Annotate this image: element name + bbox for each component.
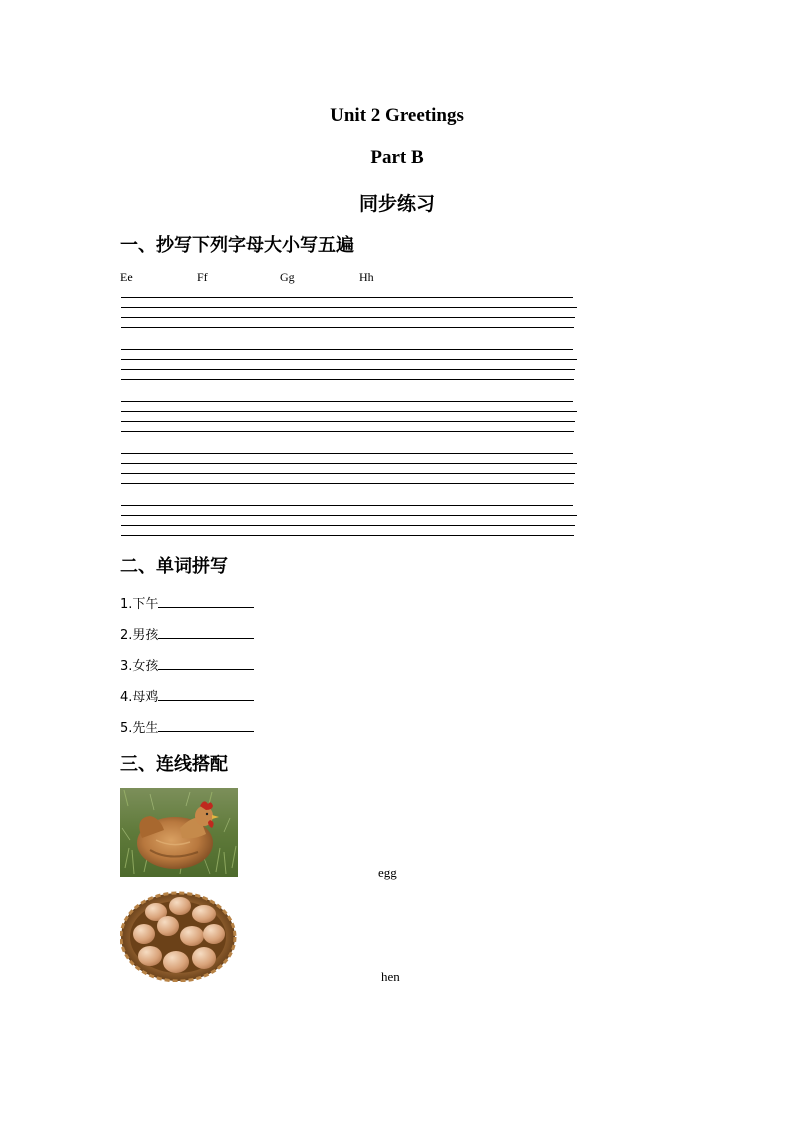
spelling-item-2 xyxy=(120,624,254,643)
eggs-basket-image[interactable] xyxy=(120,890,238,982)
letter-pair: Ee xyxy=(120,270,133,284)
letter-pair: Ff xyxy=(197,270,208,284)
spelling-prompt: 2.男孩 xyxy=(120,628,159,643)
spelling-prompt: 3.女孩 xyxy=(120,659,159,674)
answer-blank[interactable] xyxy=(158,718,254,732)
answer-blank[interactable] xyxy=(158,687,254,701)
spelling-prompt: 1.下午 xyxy=(120,597,159,612)
answer-blank[interactable] xyxy=(158,656,254,670)
spelling-prompt: 4.母鸡 xyxy=(120,690,159,705)
letter-pair: Gg xyxy=(280,270,295,284)
hen-image[interactable] xyxy=(120,788,238,877)
spelling-prompt: 5.先生 xyxy=(120,721,159,736)
page-title: Unit 2 Greetings xyxy=(330,105,464,126)
match-word-egg[interactable]: egg xyxy=(378,865,397,880)
section1-heading: 一、抄写下列字母大小写五遍 xyxy=(120,235,354,256)
section3-heading: 三、连线搭配 xyxy=(120,754,228,775)
subtitle: 同步练习 xyxy=(358,193,435,215)
letter-pair: Hh xyxy=(359,270,374,284)
spelling-item-5 xyxy=(120,717,254,736)
match-word-hen[interactable]: hen xyxy=(381,969,400,984)
letter-row xyxy=(0,270,794,286)
spelling-item-4 xyxy=(120,686,254,705)
spelling-item-3 xyxy=(120,655,254,674)
section2-heading: 二、单词拼写 xyxy=(120,556,228,577)
answer-blank[interactable] xyxy=(158,625,254,639)
spelling-item-1 xyxy=(120,593,254,612)
answer-blank[interactable] xyxy=(158,594,254,608)
part-label: Part B xyxy=(370,147,424,168)
